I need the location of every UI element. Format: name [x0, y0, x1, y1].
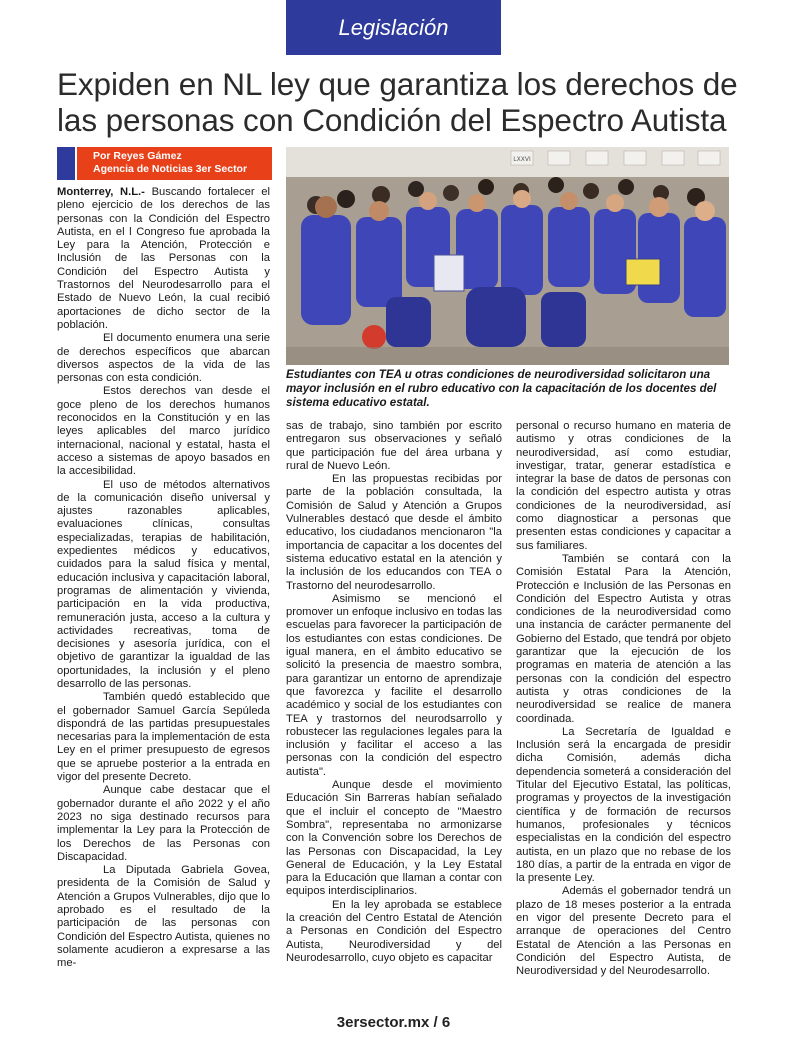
article-paragraph: También quedó establecido que el gobernador Samuel García Sepúleda dispondrá de las partidas presupuestales necesarias para la implementación de esta Ley en el primer presupuesto de egresos que se apruebe posterior a la entrada en vigor del presente Decreto. — [57, 691, 270, 784]
byline-agency: Agencia de Noticias 3er Sector — [93, 163, 248, 175]
article-paragraph: Aunque cabe destacar que el gobernador durante el año 2022 y el año 2023 no siga destinado recursos para implementar la Ley para la Protección de los Derechos de las Personas con Discapacidad. — [57, 784, 270, 863]
article-paragraph: La Secretaría de Igualdad e Inclusión será la encargada de presidir dicha Comisión, además dicha dependencia someterá a consideración del Titular del Ejecutivo Estatal, las políticas, programas y proyectos de la investigación científica y de formación de recursos humanos, profesionales y técnicos especialistas en la condición del espectro autista, en un plazo que no rebase de los 180 días, a partir de la entrada en vigor de la presente Ley. — [516, 725, 731, 885]
dateline: Monterrey, N.L.- — [57, 186, 145, 198]
banner-text: LXXVI — [513, 156, 531, 163]
section-tab — [286, 0, 501, 55]
byline-accent-bar — [57, 147, 75, 180]
article-paragraph: Asimismo se mencionó el promover un enfoque inclusivo en todas las escuelas para favorecer la participación de los estudiantes con estas condiciones. De igual manera, en el ámbito educativo se solicitó la presencia de maestro sombra, para garantizar un entorno de aprendizaje que favorezca y facilite el desarrollo académico y social de los estudiantes con TEA y trastornos del neurodsarrollo y robustecer las regulaciones legales para la inclusión y facilitar el acceso a las personas con la condición del espectro autista". — [286, 592, 502, 778]
article-paragraph: La Diputada Gabriela Govea, presidenta de la Comisión de Salud y Atención a Grupos Vulnerables, dijo que lo aprobado es el resultado de la participación de las personas con Condición del Espectro Autista, quienes no solamente acudieron a expresarse a las me- — [57, 864, 270, 970]
article-column-2 — [286, 420, 502, 965]
article-paragraph: Estos derechos van desde el goce pleno de los derechos humanos reconocidos en la Constitución y en las leyes aplicables del marco jurídico internacional, nacional y estatal, hasta el acceso a sistemas de apoyo basados en la accesibilidad. — [57, 385, 270, 478]
article-paragraph: En las propuestas recibidas por parte de la población consultada, la Comisión de Salud y Atención a Grupos Vulnerables destacó que desde el ámbito educativo, los ciudadanos mencionaron "la importancia de capacitar a los docentes del sistema educativo estatal en la atención y la inclusión de los educandos con TEA o Trastorno del neurodesarrollo. — [286, 473, 502, 592]
article-paragraph: En la ley aprobada se establece la creación del Centro Estatal de Atención a Personas en Condición del Espectro Autista, Neurodiversidad y del Neurodesarrollo, cuyo objeto es capacitar — [286, 898, 502, 964]
article-paragraph: Además el gobernador tendrá un plazo de 18 meses posterior a la entrada en vigor del presente Decreto para el arranque de operaciones del Centro Estatal de Atención a las Personas en Condición del Espectro Autista, de Neurodiversidad y del Neurodesarrollo. — [516, 885, 731, 978]
article-paragraph — [57, 186, 270, 332]
article-paragraph: sas de trabajo, sino también por escrito entregaron sus observaciones y señaló que participación fue del área urbana y rural de Nuevo León. — [286, 420, 502, 472]
article-column-1 — [57, 186, 270, 971]
article-paragraph: El documento enumera una serie de derechos específicos que abarcan diversos aspectos de la vida de las personas con esta condición. — [57, 332, 270, 385]
article-paragraph: También se contará con la Comisión Estatal Para la Atención, Protección e Inclusión de las Personas en Condición del Espectro Autista y otras condiciones de la neurodiversidad como una instancia de carácter permanente del Gobierno del Estado, que tendrá por objeto garantizar que la ejecución de los programas en materia de atención a las personas con la condición del espectro autista y otras condiciones de la neurodiversidad se realice de manera coordinada. — [516, 552, 731, 725]
group-photo-illustration — [286, 147, 729, 365]
group-photo — [286, 147, 729, 365]
photo-caption: Estudiantes con TEA u otras condiciones de neurodiversidad solicitaron una mayor inclusión en el rubro educativo con la capacitación de los docentes del sistema educativo estatal. — [286, 368, 717, 409]
headline: Expiden en NL ley que garantiza los derechos de las personas con Condición del Espectro Autista — [57, 66, 738, 138]
byline-box — [77, 147, 272, 180]
paragraph-text: Buscando fortalecer el pleno ejercicio de los derechos de las personas con la Condición del Espectro Autista, en el l Congreso fue aprobada la Ley para la Atención, Protección e Inclusión de las Personas con la Condición del Espectro Autista y Trastornos del Neurodesarrollo para el Estado de Nuevo León, la cual recibió aportaciones de dicho sector de la población. — [57, 186, 270, 331]
article-paragraph: personal o recurso humano en materia de autismo y otras condiciones de la neurodiversidad, así como estudiar, investigar, tratar, generar estadística e integrar la base de datos de personas con la condición del espectro autista y otras condiciones de la neurodiversidad, así como diagnosticar a personas que presenten estas condiciones y capacitar a sus familiares. — [516, 420, 731, 552]
article-column-3 — [516, 420, 731, 978]
page-footer: 3ersector.mx / 6 — [336, 1014, 451, 1031]
byline — [57, 147, 272, 180]
article-paragraph: Aunque desde el movimiento Educación Sin Barreras habían señalado que el incluir el concepto de "Maestro Sombra", representaba no armonizarse con la Convención sobre los Derechos de las Personas con Discapacidad, la Ley General de Educación, y la Ley Estatal para la Educación que llaman a contar con equipos interdisciplinarios. — [286, 779, 502, 898]
byline-author: Por Reyes Gámez — [93, 150, 182, 162]
section-label: Legislación — [338, 14, 449, 40]
article-paragraph: El uso de métodos alternativos de la comunicación diseño universal y ajustes razonables aplicables, evaluaciones clínicas, consultas especializadas, terapias de habilitación, expedientes médicos y educativos, cuidados para la salud física y mental, educación inclusiva y capacitación laboral, programas de alimentación y vivienda, participación en la vida productiva, remuneración justa, acceso a la cultura y actividades recreativas, toma de decisiones y asesoría jurídica, con el objetivo de garantizar la igualdad de las oportunidades, la inclusión y el pleno desarrollo de las personas. — [57, 478, 270, 690]
